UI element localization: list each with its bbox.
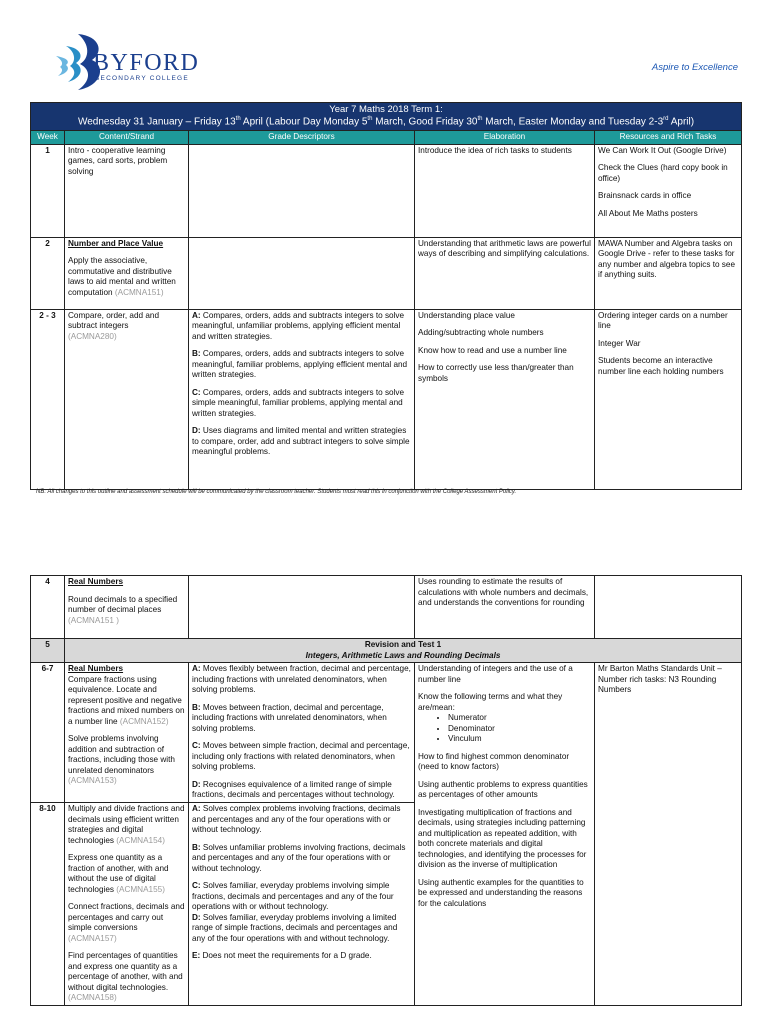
grade-cell: A: Solves complex problems involving fractions, decimals and percentages and any of the four operations with or without technology. B: Solves unfamiliar problems involving fractions, decimals and percentages and any of the four operations with or without technology. C: Solves familiar, everyday problems involving simple fractions, decimals and percentages and any of the four operations with or without technology. D: Solves familiar, everyday problems involving a limited range of simple fractions, decimals and percentages and any of the four operations with and without technology. E: Does not meet the requirements for a D grade. <box>189 803 415 1006</box>
table-title-row <box>31 103 742 131</box>
elaboration-cell: Understanding place value Adding/subtracting whole numbers Know how to read and use a number line How to correctly use less than/greater than symbols <box>415 309 595 489</box>
logo-wordmark: BYFORD <box>93 50 200 76</box>
term-dates: Wednesday 31 January – Friday 13th April (Labour Day Monday 5th March, Good Friday 30th March, Easter Monday and Tuesday 2-3rd April) <box>77 116 695 128</box>
grade-cell: A: Moves flexibly between fraction, decimal and percentage, including fractions with unrelated denominators, when solving problems. B: Moves between fraction, decimal and percentage, including fractions with unrelated denominators, when solving problems. C: Moves between simple fraction, decimal and percentage, including only fractions with related denominators, when solving problems. D: Recognises equivalence of a limited range of simple fractions, decimals and percentages without technology. <box>189 663 415 803</box>
content-cell: Intro - cooperative learning games, card sorts, problem solving <box>65 144 189 237</box>
table-row <box>31 237 742 309</box>
content-cell: Multiply and divide fractions and decimals using efficient written strategies and digital technologies (ACMNA154) Express one quantity as a fraction of another, with and without the use of digital technologies (ACMNA155) Connect fractions, decimals and percentages and carry out simple conversions (ACMNA157) Find percentages of quantities and express one quantity as a percentage of another, with and without digital technologies. (ACMNA158) <box>65 803 189 1006</box>
revision-row <box>31 639 742 663</box>
elaboration-cell: Understanding of integers and the use of a number line Know the following terms and what they are/mean: • Numerator • Denominator • Vinculum How to find highest common denominator (need to know factors) Using authentic problems to express quantities as percentages of other amounts Investigating multiplication of fractions and decimals, using strategies including patterning and multiplication as repeated addition, with both concrete materials and digital technologies, and identifying the processes for division as the inverse of multiplication Using authentic examples for the quantities to be expressed and understanding the reasons for the calculations <box>415 663 595 1006</box>
revision-subtitle: Integers, Arithmetic Laws and Rounding Decimals <box>305 650 501 660</box>
week-cell: 5 <box>31 639 65 663</box>
table-title: Year 7 Maths 2018 Term 1: <box>329 104 443 115</box>
week-cell: 2 - 3 <box>31 309 65 489</box>
list-item: • Vinculum <box>448 734 591 745</box>
resources-cell: We Can Work It Out (Google Drive) Check the Clues (hard copy book in office) Brainsnack cards in office All About Me Maths posters <box>595 144 742 237</box>
column-header-row <box>31 131 742 145</box>
footnote: NB: All changes to this outline and assessment schedule will be communicated by the classroom teacher. Students must read this in conjunction with the College Assessment Policy. <box>36 489 517 495</box>
table-row <box>31 144 742 237</box>
term-plan-table-1 <box>30 102 742 490</box>
list-item: • Numerator <box>448 713 591 724</box>
week-cell: 4 <box>31 576 65 639</box>
elaboration-cell: Uses rounding to estimate the results of calculations with whole numbers and decimals, and understands the conventions for rounding <box>415 576 595 639</box>
logo-subtitle: SECONDARY COLLEGE <box>95 75 189 82</box>
col-header-content: Content/Strand <box>65 131 189 145</box>
resources-cell: MAWA Number and Algebra tasks on Google Drive - refer to these tasks for any number and algebra topics to see if anything suits. <box>595 237 742 309</box>
week-cell: 1 <box>31 144 65 237</box>
table-row <box>31 576 742 639</box>
content-cell: Real Numbers Compare fractions using equivalence. Locate and represent positive and negative fractions and mixed numbers on a number line (ACMNA152) Solve problems involving addition and subtraction of fractions, including those with unrelated denominators (ACMNA153) <box>65 663 189 803</box>
grade-cell: A: Compares, orders, adds and subtracts integers to solve meaningful, unfamiliar problems, applying efficient mental and written strategies. B: Compares, orders, adds and subtracts integers to solve meaningful, familiar problems, applying efficient mental and written strategies. C: Compares, orders, adds and subtracts integers to solve simple meaningful, familiar problems, applying mental and written strategies. D: Uses diagrams and limited mental and written strategies to compare, order, add and subtract integers to solve simple meaningful problems. <box>189 309 415 489</box>
term-plan-table-2 <box>30 575 742 1006</box>
week-cell: 6-7 <box>31 663 65 803</box>
revision-cell <box>65 639 742 663</box>
col-header-week: Week <box>31 131 65 145</box>
grade-cell <box>189 576 415 639</box>
col-header-elaboration: Elaboration <box>415 131 595 145</box>
revision-title: Revision and Test 1 <box>364 640 442 649</box>
elaboration-cell: Understanding that arithmetic laws are powerful ways of describing and simplifying calculations. <box>415 237 595 309</box>
grade-cell <box>189 237 415 309</box>
resources-cell: Mr Barton Maths Standards Unit – Number rich tasks: N3 Rounding Numbers <box>595 663 742 1006</box>
resources-cell: Ordering integer cards on a number line Integer War Students become an interactive number line each holding numbers <box>595 309 742 489</box>
terms-list <box>418 713 591 745</box>
col-header-grades: Grade Descriptors <box>189 131 415 145</box>
elaboration-cell: Introduce the idea of rich tasks to students <box>415 144 595 237</box>
content-cell: Real Numbers Round decimals to a specified number of decimal places (ACMNA151 ) <box>65 576 189 639</box>
resources-cell <box>595 576 742 639</box>
content-cell: Compare, order, add and subtract integers (ACMNA280) <box>65 309 189 489</box>
grade-cell <box>189 144 415 237</box>
list-item: • Denominator <box>448 724 591 735</box>
col-header-resources: Resources and Rich Tasks <box>595 131 742 145</box>
tagline: Aspire to Excellence <box>651 62 738 73</box>
week-cell: 2 <box>31 237 65 309</box>
content-cell: Number and Place Value Apply the associative, commutative and distributive laws to aid mental and written computation (ACMNA151) <box>65 237 189 309</box>
table-row <box>31 309 742 489</box>
week-cell: 8-10 <box>31 803 65 1006</box>
table-row <box>31 663 742 803</box>
